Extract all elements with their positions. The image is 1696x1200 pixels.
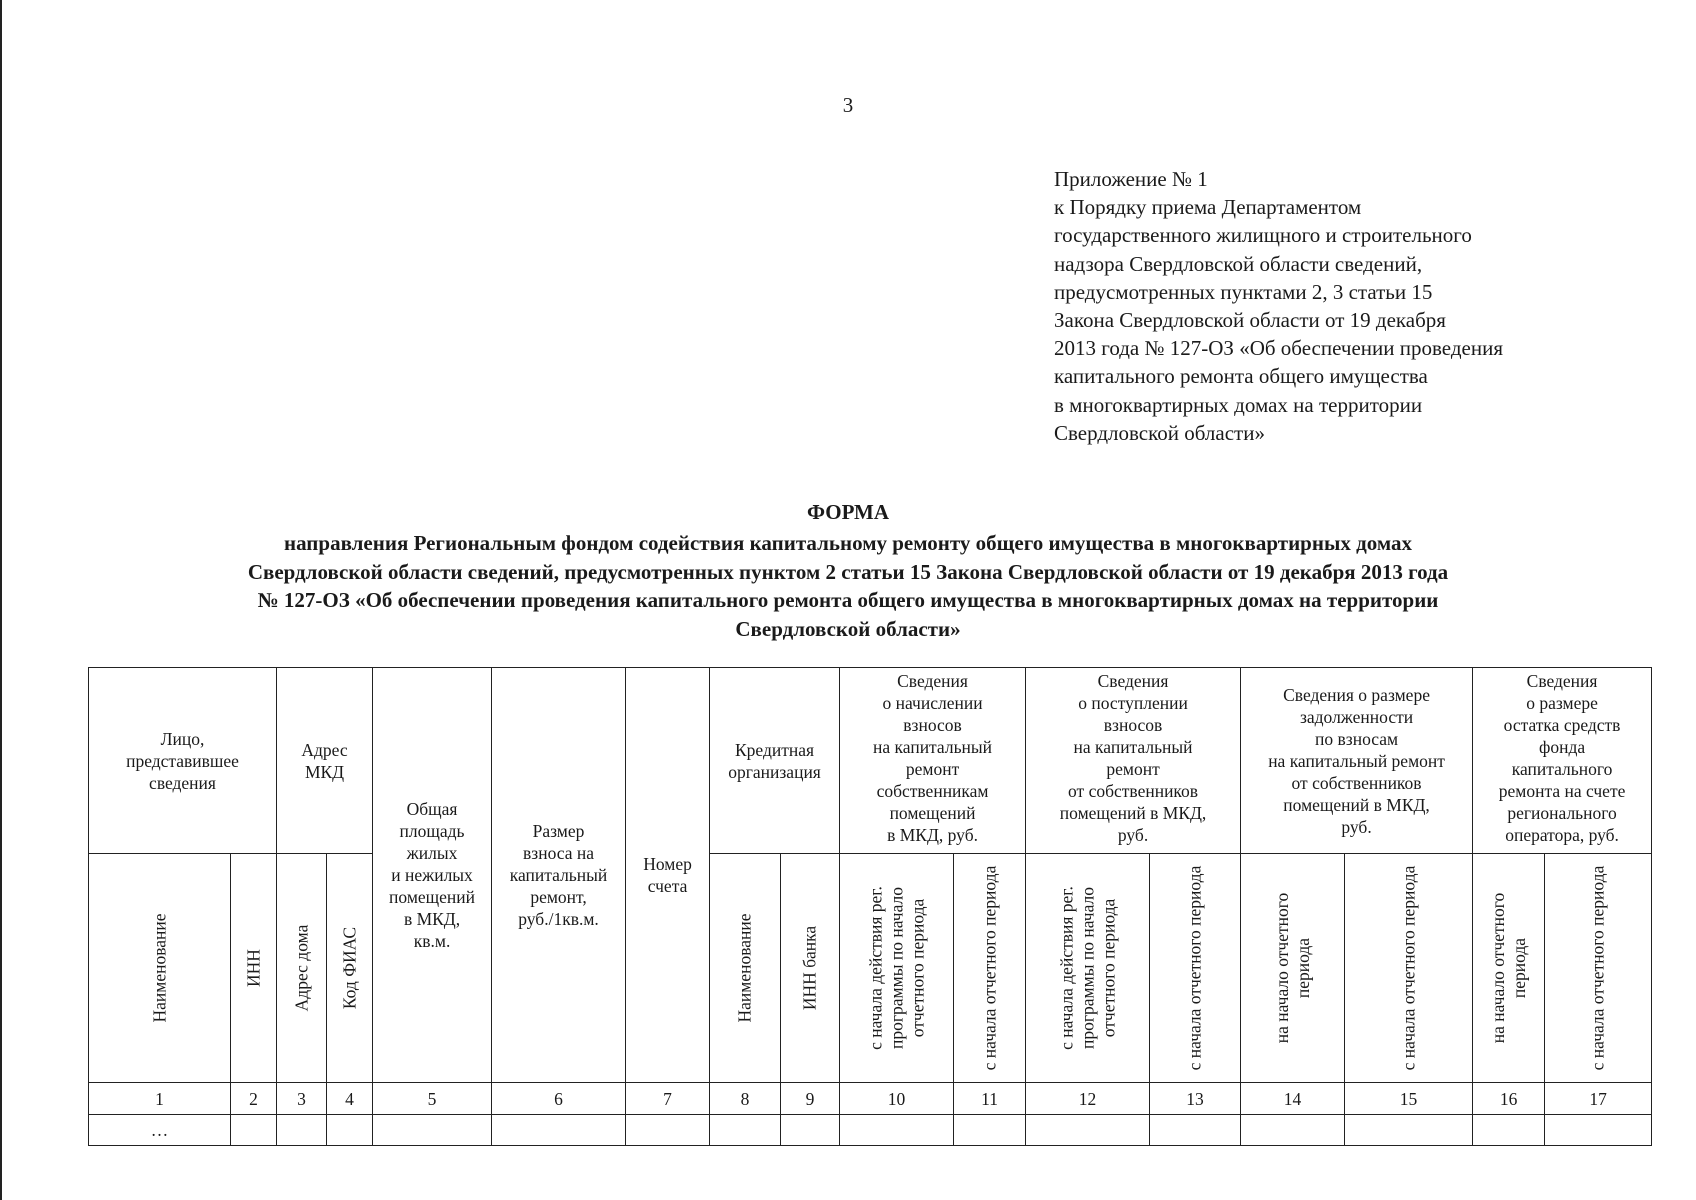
subtitle-line: направления Региональным фондом содействия капитальному ремонту общего имущества в многоквартирных домах — [283, 531, 1412, 555]
header-accrual: Сведения о начислении взносов на капитальный ремонт собственникам помещений в МКД, руб. — [840, 668, 1026, 854]
column-number: 5 — [373, 1083, 492, 1115]
column-number: 16 — [1473, 1083, 1545, 1115]
table-cell — [327, 1115, 373, 1146]
column-number: 9 — [781, 1083, 840, 1115]
subheader-house-address: Адрес дома — [277, 854, 327, 1083]
column-number: 10 — [840, 1083, 954, 1115]
header-bank: Кредитная организация — [710, 668, 840, 854]
column-number: 2 — [231, 1083, 277, 1115]
table-cell — [1026, 1115, 1150, 1146]
subheader-receipt-program: с начала действия рег. программы по начало отчетного периода — [1026, 854, 1150, 1083]
subheader-bank-name: Наименование — [710, 854, 781, 1083]
appendix-line: Закона Свердловской области от 19 декабря — [1054, 308, 1446, 333]
header-balance: Сведения о размере остатка средств фонда капитального ремонта на счете регионального оператора, руб. — [1473, 668, 1652, 854]
table-cell — [492, 1115, 626, 1146]
table-cell — [373, 1115, 492, 1146]
table-cell — [626, 1115, 710, 1146]
subtitle-line: Свердловской области сведений, предусмотренных пунктом 2 статьи 15 Закона Свердловской области от 19 декабря 2013 года — [247, 559, 1449, 584]
header-account: Номер счета — [626, 668, 710, 1083]
column-number: 11 — [954, 1083, 1026, 1115]
table-cell — [954, 1115, 1026, 1146]
appendix-line: к Порядку приема Департаментом — [1054, 195, 1362, 220]
column-number: 14 — [1241, 1083, 1345, 1115]
report-table — [88, 667, 1652, 1146]
scan-edge — [0, 0, 2, 1200]
subheader-debt-period: с начала отчетного периода — [1345, 854, 1473, 1083]
subheader-balance-start: на начало отчетного периода — [1473, 854, 1545, 1083]
column-number: 1 — [89, 1083, 231, 1115]
header-person: Лицо, представившее сведения — [89, 668, 277, 854]
appendix-line: капитального ремонта общего имущества — [1054, 364, 1428, 389]
header-area: Общая площадь жилых и нежилых помещений в МКД, кв.м. — [373, 668, 492, 1083]
appendix-line: предусмотренных пунктами 2, 3 статьи 15 — [1054, 279, 1433, 304]
column-number: 7 — [626, 1083, 710, 1115]
table-cell — [1241, 1115, 1345, 1146]
appendix-line: в многоквартирных домах на территории — [1054, 392, 1423, 417]
subtitle-line: № 127-ОЗ «Об обеспечении проведения капитального ремонта общего имущества в многоквартирных домах на территории — [257, 588, 1439, 612]
subheader-inn: ИНН — [231, 854, 277, 1083]
column-number: 8 — [710, 1083, 781, 1115]
column-number: 13 — [1150, 1083, 1241, 1115]
appendix-line: надзора Свердловской области сведений, — [1054, 251, 1423, 276]
appendix-line: Свердловской области» — [1054, 420, 1265, 445]
table-cell — [231, 1115, 277, 1146]
table-cell — [840, 1115, 954, 1146]
subheader-accrual-period: с начала отчетного периода — [954, 854, 1026, 1083]
appendix-line: Приложение № 1 — [1054, 167, 1208, 191]
form-subtitle — [140, 529, 1556, 643]
header-fee: Размер взноса на капитальный ремонт, руб./1кв.м. — [492, 668, 626, 1083]
table-cell — [1150, 1115, 1241, 1146]
column-number: 6 — [492, 1083, 626, 1115]
table-cell — [1345, 1115, 1473, 1146]
subheader-name: Наименование — [89, 854, 231, 1083]
header-receipt: Сведения о поступлении взносов на капитальный ремонт от собственников помещений в МКД, руб. — [1026, 668, 1241, 854]
header-address: Адрес МКД — [277, 668, 373, 854]
subheader-accrual-program: с начала действия рег. программы по начало отчетного периода — [840, 854, 954, 1083]
subheader-bank-inn: ИНН банка — [781, 854, 840, 1083]
subheader-receipt-period: с начала отчетного периода — [1150, 854, 1241, 1083]
appendix-line: 2013 года № 127-ОЗ «Об обеспечении проведения — [1054, 336, 1503, 361]
page-number: 3 — [842, 93, 854, 117]
subheader-balance-period: с начала отчетного периода — [1545, 854, 1652, 1083]
column-number: 17 — [1545, 1083, 1652, 1115]
column-number: 15 — [1345, 1083, 1473, 1115]
table-cell — [1545, 1115, 1652, 1146]
column-number: 4 — [327, 1083, 373, 1115]
table-cell — [781, 1115, 840, 1146]
appendix-line: государственного жилищного и строительного — [1054, 223, 1472, 248]
column-number: 3 — [277, 1083, 327, 1115]
appendix-block — [1054, 165, 1503, 447]
table-cell — [710, 1115, 781, 1146]
table-cell — [1473, 1115, 1545, 1146]
table-cell-ellipsis: … — [89, 1115, 231, 1146]
column-number: 12 — [1026, 1083, 1150, 1115]
subheader-debt-start: на начало отчетного периода — [1241, 854, 1345, 1083]
form-title: ФОРМА — [806, 500, 890, 524]
header-debt: Сведения о размере задолженности по взносам на капитальный ремонт от собственников помещений в МКД, руб. — [1241, 668, 1473, 854]
subtitle-line: Свердловской области» — [735, 616, 961, 641]
subheader-fias: Код ФИАС — [327, 854, 373, 1083]
table-cell — [277, 1115, 327, 1146]
